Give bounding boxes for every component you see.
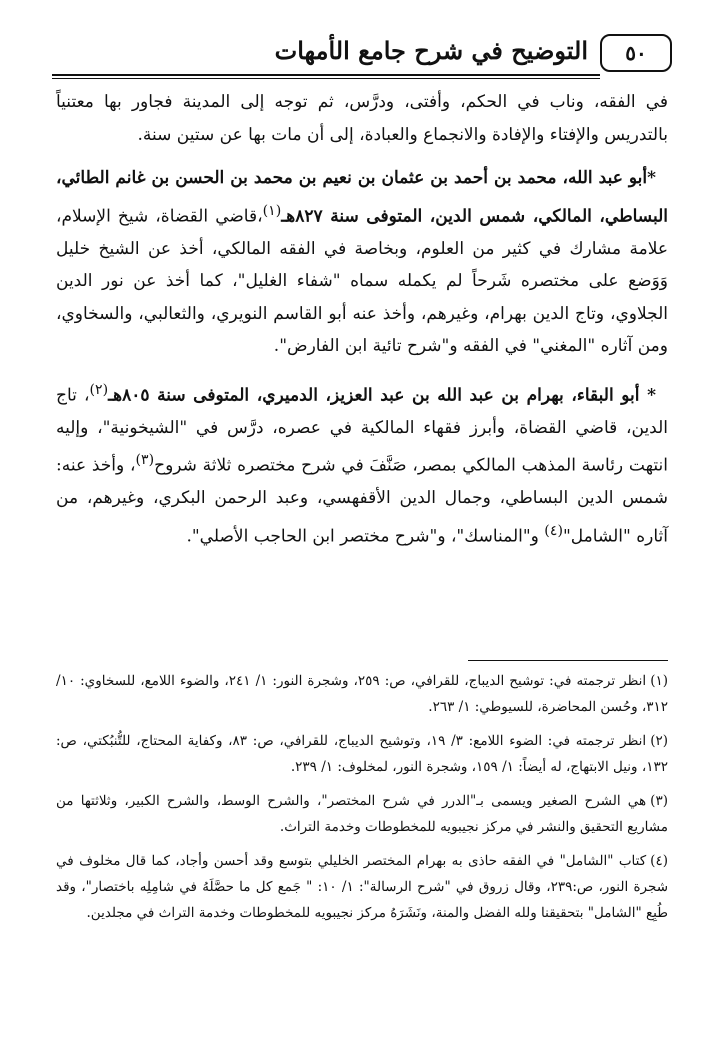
entry-text: ، تاج الدين، قاضي القضاة، وأبرز فقهاء المالكية في عصره، درَّس في "الشيخونية"، وإليه انتهت رئاسة المذهب المالكي بمصر، صَنَّفَ في شرح مختصره ثلاثة شروح — [56, 385, 668, 476]
biography-entry-basati — [56, 162, 668, 363]
footnote-ref: (٤) — [544, 522, 563, 539]
footnote-number: (١) — [650, 673, 669, 689]
page-number: ٥٠ — [600, 34, 672, 72]
footnote — [56, 788, 668, 840]
footnote-ref: (١) — [262, 202, 282, 219]
running-title: التوضيح في شرح جامع الأمهات — [274, 36, 588, 65]
entry-name: *أبو عبد الله، محمد بن أحمد بن عثمان بن نعيم بن محمد بن الحسن بن غانم الطائي، البساطي، المالكي، شمس الدين، المتوفى سنة ٨٢٧هـ — [56, 168, 668, 227]
footnote-number: (٢) — [650, 733, 669, 749]
footnote — [56, 848, 668, 926]
continuation-paragraph: في الفقه، وناب في الحكم، وأفتى، ودرَّس، ثم توجه إلى المدينة فجاور بها معتنياً بالتدريس والإفتاء والإفادة والانجماع والعبادة، إلى أن مات بها عن ستين سنة. — [56, 92, 668, 145]
footnote-ref: (٣) — [135, 452, 155, 469]
entry-text: و"المناسك"، و"شرح مختصر ابن الحاجب الأصلي". — [186, 526, 545, 547]
footnote — [56, 728, 668, 780]
footnote-text: كتاب "الشامل" في الفقه حاذى به بهرام المختصر الخليلي بتوسع وقد أحسن وأجاد، كما قال مخلوف في شجرة النور، ص:٢٣٩، وقال زروق في "شرح الرسالة": ١/ ١٠: " جَمع كل ما حصَّلَهُ في شامِلِه باختصار"، وقد طُبِع "الشامل" بتحقيقنا ولله الفضل والمنة، ونَشَرَهُ مركز نجيبويه للمخطوطات وخدمة التراث في مجلدين. — [56, 853, 669, 921]
footnotes — [56, 668, 668, 934]
footnote-text: انظر ترجمته في: توشيح الديباج، للقرافي، ص: ٢٥٩، وشجرة النور: ١/ ٢٤١، والضوء اللامع، للسخاوي: ١٠/ ٣١٢، وحُسن المحاضرة، للسيوطي: ١/ ٢٦٣. — [56, 673, 668, 715]
header-rule-thin — [52, 78, 600, 79]
entry-text: ، وأخذ عنه: شمس الدين البساطي، وجمال الدين الأقفهسي، وعبد الرحمن البكري، وغيرهم، من آثاره "الشامل" — [56, 455, 668, 547]
header-rule — [52, 74, 600, 76]
entry-name: * أبو البقاء، بهرام بن عبد الله بن عبد العزيز، الدميري، المتوفى سنة ٨٠٥هـ — [108, 385, 657, 406]
entry-text: ،قاضي القضاة، شيخ الإسلام، علامة مشارك في كثير من العلوم، وبخاصة في الفقه المالكي، أخذ عن الشيخ خليل وَوَضع على مختصره شَرحاً لم يكمله سماه "شفاء الغليل"، كما أخذ عن نور الدين الجلاوي، وتاج الدين بهرام، وغيرهم، وأخذ عنه أبو القاسم النويري، والثعالبي، والسخاوي، ومن آثاره "المغني" في الفقه و"شرح تائية ابن الفارض". — [56, 206, 668, 357]
footnote-text: انظر ترجمته في: الضوء اللامع: ٣/ ١٩، وتوشيح الديباج، للقرافي، ص: ٨٣، وكفاية المحتاج، للتُّنبُكتي، ص: ١٣٢، ونيل الابتهاج، له أيضاً: ١/ ١٥٩، وشجرة النور، لمخلوف: ١/ ٢٣٩. — [56, 733, 668, 775]
footnote-separator — [468, 660, 668, 661]
biography-entry-bahram — [56, 374, 668, 553]
footnote-text: هي الشرح الصغير ويسمى بـ"الدرر في شرح المختصر"، والشرح الوسط، والشرح الكبير، وثلاثتها من مشاريع التحقيق والنشر في مركز نجيبويه للمخطوطات وخدمة التراث. — [56, 793, 668, 835]
footnote — [56, 668, 668, 720]
page-header — [52, 34, 672, 74]
footnote-ref: (٢) — [89, 381, 109, 398]
main-text — [56, 86, 668, 553]
footnote-number: (٤) — [650, 853, 668, 869]
footnote-number: (٣) — [650, 793, 668, 809]
